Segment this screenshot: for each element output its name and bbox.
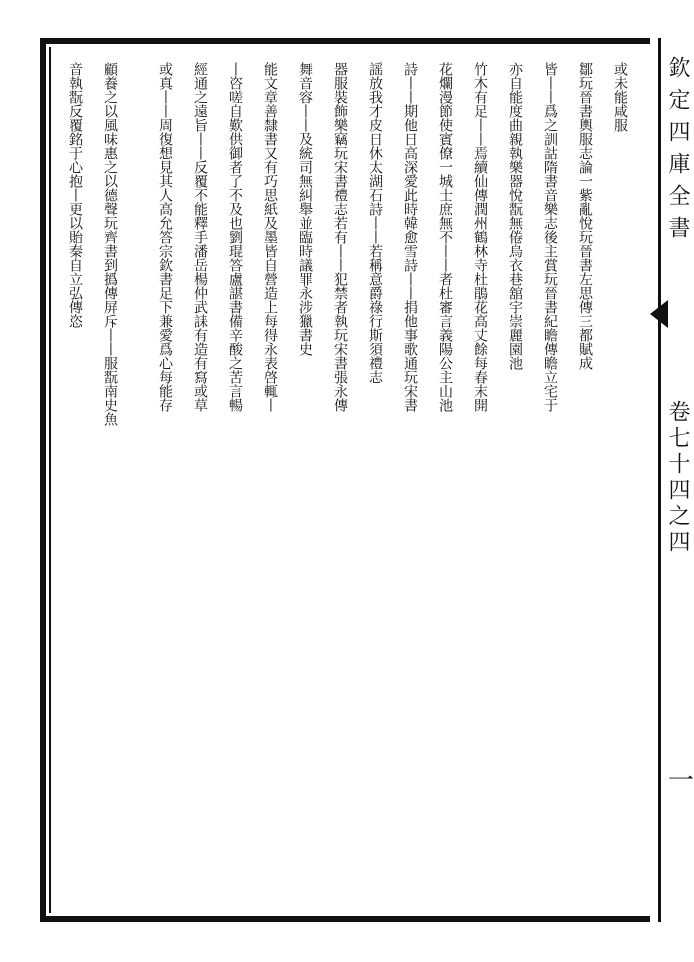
- text-column-7: 詩丨丨期他日高深愛此時韓愈雪詩丨丨捐他事歌通玩宋書: [402, 62, 418, 412]
- margin-rule: [658, 38, 661, 922]
- text-column-14: 或真丨丨周復想見其人高允答宗欽書足下兼愛爲心每能存: [157, 62, 173, 412]
- text-column-8: 謡放我才皮日休太湖石詩丨丨若稱意爵祿行斯須禮志: [367, 62, 383, 384]
- margin-page-number: 一: [668, 766, 694, 796]
- text-column-16: 音執翫反覆銘于心抱丨更以貽秦自立弘傳恣: [67, 62, 83, 328]
- text-column-13: 經通之遠旨丨丨反覆不能釋手潘岳楊仲武誄有造有寫或草: [192, 62, 208, 412]
- inner-border-rule: [49, 47, 51, 913]
- margin-book-title: 欽定四庫全書: [665, 56, 690, 248]
- fish-tail-mark-icon: [650, 300, 668, 328]
- text-column-15: 顧養之以風味惠之以德聲玩齊書到撝傳屏斥丨丨服翫南史魚: [102, 62, 118, 426]
- text-column-11: 能文章善隸書又有巧思紙及墨皆自營造上每得永表啓輒丨: [262, 62, 278, 412]
- text-column-3: 皆丨丨爲之訓詁隋書音樂志後主賞玩晉書紀瞻傳瞻立宅于: [542, 62, 558, 412]
- text-column-10: 舞音容丨丨及統司無糾舉並臨時議罪永涉獵書史: [297, 62, 313, 356]
- text-column-12: 丨咨嗟自歎供御者了不及也劉琨答盧諶書備辛酸之苦言暢: [227, 62, 243, 412]
- margin-volume-label: 卷七十四之四: [665, 400, 690, 556]
- text-column-9: 器服裝飾樂竊玩宋書禮志若有丨丨犯禁者執玩宋書張永傳: [332, 62, 348, 412]
- text-column-1: 或未能咸服: [612, 62, 628, 132]
- text-column-2: 鄒玩晉書輿服志論一紫亂悅玩晉書左思傳三都賦成: [577, 62, 593, 370]
- text-column-6: 花爛漫節使賓僚一城士庶無不丨丨者杜審言義陽公主山池: [437, 62, 453, 412]
- text-column-4: 亦自能度曲親執樂器悅翫無倦烏衣巷舘宇崇麗園池: [507, 62, 523, 370]
- text-column-5: 竹木有足丨丨焉續仙傳潤州鶴林寺杜鵑花高丈餘每春末開: [472, 62, 488, 412]
